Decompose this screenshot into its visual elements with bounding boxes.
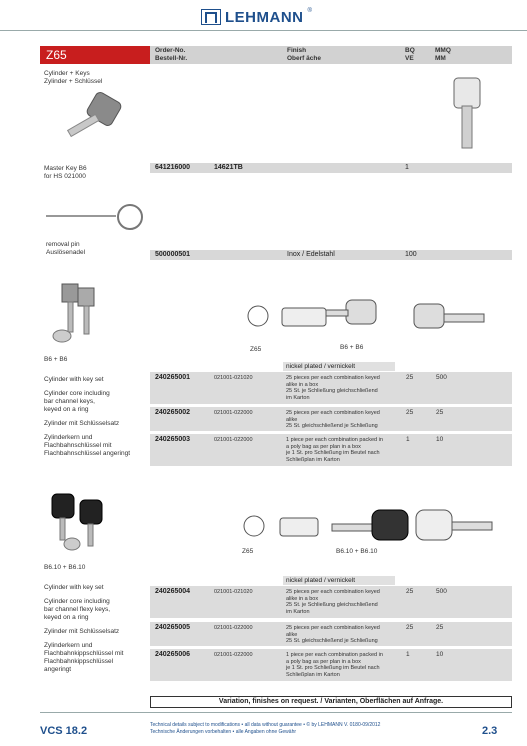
- b610-desc-6: Flachbahnkippschlüssel mit: [44, 650, 124, 657]
- bq-value: 25: [406, 624, 414, 631]
- removal-pin-row: [150, 250, 512, 260]
- row-text-line: 25 St. je Schließung gleichschließend: [286, 602, 378, 608]
- table-header: [150, 46, 512, 64]
- b610-table-head: nickel plated / vernickelt: [283, 576, 395, 585]
- row-text-line: je 1 St. pro Schließung im Beutel nach: [286, 665, 380, 671]
- b610-desc-7: Flachbahnkippschlüssel: [44, 658, 114, 665]
- b6-drawing: [242, 296, 512, 340]
- b610-desc-3: keyed on a ring: [44, 614, 89, 621]
- removal-pin-order-no: 500000501: [155, 251, 191, 258]
- table-row: [150, 434, 512, 466]
- key-image: [62, 92, 124, 150]
- brand-name: LEHMANN: [225, 8, 304, 26]
- b610-desc-1: Cylinder core including: [44, 598, 110, 605]
- mmq-value: 10: [436, 651, 444, 658]
- header-ve: VE: [405, 55, 414, 62]
- b6-caption: B6 + B6: [44, 356, 68, 363]
- part-number: 240265003: [155, 436, 191, 443]
- row-text-line: 25 St. gleichschließend je Schließung: [286, 638, 378, 644]
- row-text-line: 25 St. je Schließung gleichschließend: [286, 388, 378, 394]
- b610-description: [44, 584, 148, 674]
- footer-disclaimer-en: Technical details subject to modifications • all data without guarantee • © by LEHMANN V. 0180-09/2012: [150, 722, 381, 728]
- b6-fig-z65: Z65: [250, 346, 262, 353]
- row-text-line: 25 pieces per each combination keyed: [286, 410, 380, 416]
- brand-reg: ®: [307, 8, 312, 14]
- bq-value: 25: [406, 374, 414, 381]
- master-key-line-1: Master Key B6: [44, 165, 87, 172]
- footer-divider: [40, 712, 512, 713]
- row-text-line: a poly bag as per plan in a box: [286, 443, 361, 450]
- header-bq: BQ: [405, 47, 415, 54]
- b610-fig-z65: Z65: [242, 548, 254, 555]
- master-key-image: [450, 76, 484, 152]
- row-text-line: 25 St. gleichschließend je Schließung: [286, 423, 378, 429]
- b610-keys-image: [44, 490, 116, 554]
- removal-pin-text: [46, 241, 85, 257]
- b6-table-head: nickel plated / vernickelt: [283, 362, 395, 371]
- header-order-no: Order-No.: [155, 47, 186, 54]
- bq-value: 1: [406, 436, 410, 443]
- row-text-line: 25 pieces per each combination keyed: [286, 589, 380, 595]
- b6-description: [44, 376, 148, 458]
- footer-disclaimer-de: Technische Änderungen vorbehalten • alle Angaben ohne Gewähr: [150, 728, 297, 735]
- b610-desc-5: Zylinderkern und: [44, 642, 93, 649]
- bq-value: 25: [406, 588, 414, 595]
- header-bestell-nr: Bestell-Nr.: [155, 55, 188, 62]
- removal-pin-finish: Inox / Edelstahl: [287, 251, 335, 258]
- b610-desc-8: angeringt: [44, 666, 72, 673]
- row-text-line: 25 pieces per each combination keyed: [286, 625, 380, 631]
- intro-line-2: Zylinder + Schlüssel: [44, 78, 103, 85]
- header-finish: Finish: [287, 47, 307, 54]
- footer-disclaimer: [150, 722, 470, 735]
- code-range: 021001-022000: [214, 410, 253, 416]
- code-range: 021001-022000: [214, 437, 253, 443]
- mmq-value: 10: [436, 436, 444, 443]
- b6-desc-4: Zylinder mit Schlüsselsatz: [44, 420, 120, 427]
- header-divider: [0, 30, 527, 31]
- mmq-value: 25: [436, 624, 444, 631]
- master-key-row: [150, 163, 512, 173]
- master-key-bq: 1: [405, 164, 409, 171]
- variation-note: Variation, finishes on request. / Varianten, Oberflächen auf Anfrage.: [150, 696, 512, 708]
- part-number: 240265002: [155, 409, 191, 416]
- row-text-line: 1 piece per each combination packed in: [286, 652, 383, 658]
- row-text-line: 1 piece per each combination packed in: [286, 437, 383, 443]
- master-key-order-no: 641216000: [155, 164, 191, 171]
- row-text: [286, 437, 383, 463]
- part-number: 240265001: [155, 374, 191, 381]
- footer-page-number: 2.3: [482, 725, 498, 737]
- removal-pin-image: [44, 203, 150, 233]
- code-range: 021001-021020: [214, 375, 253, 381]
- part-number: 240265006: [155, 651, 191, 658]
- code-range: 021001-022000: [214, 625, 253, 631]
- b610-desc-2: bar channel flexy keys,: [44, 606, 111, 613]
- section-title: Z65: [40, 46, 150, 64]
- removal-pin-line-2: Auslösenadel: [46, 249, 86, 256]
- b6-desc-2: bar channel keys,: [44, 398, 95, 405]
- part-number: 240265005: [155, 624, 191, 631]
- header-oberflaeche: Oberf äche: [287, 55, 321, 62]
- lehmann-logo-icon: [201, 9, 221, 25]
- table-row: [150, 372, 512, 404]
- intro-text: [44, 70, 102, 86]
- row-text-line: alike: [286, 631, 298, 638]
- b610-desc-0: Cylinder with key set: [44, 584, 104, 591]
- b610-drawing: [236, 506, 512, 550]
- table-row: [150, 622, 512, 646]
- master-key-line-2: for HS 021000: [44, 173, 86, 180]
- b6-desc-0: Cylinder with key set: [44, 376, 104, 383]
- footer-catalog-code: VCS 18.2: [40, 725, 88, 737]
- b610-desc-4: Zylinder mit Schlüsselsatz: [44, 628, 120, 635]
- table-row: [150, 586, 512, 618]
- row-text-line: 25 pieces per each combination keyed: [286, 375, 380, 381]
- row-text-line: Schließplan im Karton: [286, 671, 340, 678]
- b6-desc-3: keyed on a ring: [44, 406, 89, 413]
- b610-fig-b6: B6.10 + B6.10: [336, 548, 378, 555]
- bq-value: 25: [406, 409, 414, 416]
- row-text: [286, 375, 380, 401]
- mmq-value: 500: [436, 588, 447, 595]
- b6-desc-7: Flachbahnschlüssel angeringt: [44, 450, 130, 457]
- part-number: 240265004: [155, 588, 191, 595]
- bq-value: 1: [406, 651, 410, 658]
- b6-fig-b6: B6 + B6: [340, 344, 364, 351]
- b6-keys-image: [48, 282, 106, 348]
- intro-line-1: Cylinder + Keys: [44, 70, 90, 77]
- table-row: [150, 649, 512, 681]
- row-text-line: im Karton: [286, 608, 310, 615]
- row-text-line: alike in a box: [286, 381, 319, 388]
- mmq-value: 25: [436, 409, 444, 416]
- row-text-line: alike: [286, 416, 298, 423]
- mmq-value: 500: [436, 374, 447, 381]
- master-key-text: [44, 165, 87, 181]
- row-text-line: a poly bag as per plan in a box: [286, 658, 361, 665]
- row-text: [286, 589, 380, 615]
- b6-desc-5: Zylinderkern und: [44, 434, 93, 441]
- removal-pin-line-1: removal pin: [46, 241, 80, 248]
- b610-caption: B6.10 + B6.10: [44, 564, 86, 571]
- row-text: [286, 652, 383, 678]
- b6-desc-6: Flachbahnschlüssel mit: [44, 442, 112, 449]
- code-range: 021001-022000: [214, 652, 253, 658]
- b6-desc-1: Cylinder core including: [44, 390, 110, 397]
- row-text-line: je 1 St. pro Schließung im Beutel nach: [286, 450, 380, 456]
- table-row: [150, 407, 512, 431]
- header-mm: MM: [435, 55, 446, 62]
- brand-logo: [201, 8, 331, 26]
- row-text: [286, 625, 380, 645]
- header-mmq: MMQ: [435, 47, 451, 54]
- code-range: 021001-021020: [214, 589, 253, 595]
- row-text: [286, 410, 380, 430]
- row-text-line: Schließplan im Karton: [286, 456, 340, 463]
- row-text-line: im Karton: [286, 394, 310, 401]
- master-key-ref: 14621TB: [214, 164, 243, 171]
- removal-pin-bq: 100: [405, 251, 417, 258]
- row-text-line: alike in a box: [286, 595, 319, 602]
